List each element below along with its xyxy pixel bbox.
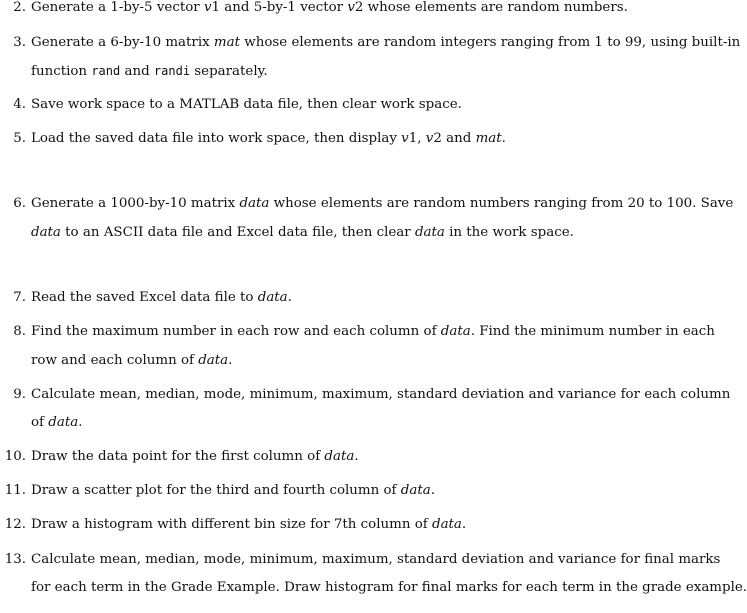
item-line [31, 91, 462, 119]
math-variable: data [432, 517, 462, 532]
item-line [31, 574, 747, 602]
item-line [31, 318, 715, 346]
text-run: . [501, 131, 506, 146]
math-variable: data [400, 483, 431, 498]
text-run: in the work space. [444, 225, 574, 240]
text-run: 2 whose elements are random numbers. [354, 0, 628, 15]
math-variable: v [401, 131, 409, 146]
item-line [31, 409, 82, 437]
text-run: whose elements are random integers ranging from 1 to 99, using built-in [239, 35, 741, 50]
item-line [31, 477, 435, 505]
text-run: . [78, 415, 83, 430]
text-run: 2 and [433, 131, 476, 146]
text-run: Generate a 1000-by-10 matrix [31, 196, 240, 211]
item-number: 6. [13, 196, 26, 211]
math-variable: data [257, 290, 288, 305]
item-number: 2. [13, 0, 26, 15]
item-line [31, 511, 466, 539]
item-line [31, 443, 359, 471]
code-function-name: rand [91, 64, 121, 78]
item-number: 5. [13, 131, 26, 146]
math-variable: data [48, 415, 79, 430]
math-variable: v [347, 0, 355, 15]
text-run: Draw a scatter plot for the third and fourth column of [31, 483, 401, 498]
math-variable: data [31, 225, 61, 240]
item-number: 9. [13, 387, 26, 402]
text-run: to an ASCII data file and Excel data file, then clear [60, 225, 415, 240]
text-run: Calculate mean, median, mode, minimum, maximum, standard deviation and variance for final marks [31, 552, 721, 567]
text-run: Calculate mean, median, mode, minimum, maximum, standard deviation and variance for each column [31, 387, 731, 402]
item-number: 10. [4, 449, 26, 464]
math-variable: data [440, 324, 471, 339]
item-number: 7. [13, 290, 26, 305]
text-run: Read the saved Excel data file to [31, 290, 258, 305]
math-variable: data [414, 225, 445, 240]
item-line [31, 284, 292, 312]
item-line [31, 29, 740, 57]
item-number: 8. [13, 324, 26, 339]
item-line [31, 57, 268, 86]
item-number: 11. [4, 483, 26, 498]
math-variable: v [425, 131, 434, 146]
math-variable: v [203, 0, 212, 15]
math-variable: mat [213, 35, 240, 50]
text-run: . [287, 290, 292, 305]
text-run: row and each column of [31, 353, 199, 368]
text-run: . [430, 483, 435, 498]
item-number: 12. [4, 517, 26, 532]
math-variable: data [324, 449, 355, 464]
item-number: 4. [13, 97, 26, 112]
item-number: 13. [4, 552, 26, 567]
text-run: for each term in the Grade Example. Draw histogram for final marks for each term in the grade example. [31, 580, 747, 595]
item-line [31, 546, 720, 574]
item-line [31, 190, 733, 218]
text-run: of [31, 415, 49, 430]
item-number: 3. [13, 35, 26, 50]
item-line [31, 0, 628, 22]
text-run: Draw the data point for the first column of [31, 449, 325, 464]
math-variable: data [239, 196, 270, 211]
code-function-name: randi [153, 64, 191, 78]
text-run: Generate a 1-by-5 vector [31, 0, 204, 15]
text-run: 1 and 5-by-1 vector [211, 0, 348, 15]
text-run: Generate a 6-by-10 matrix [31, 35, 214, 50]
text-run: . [228, 353, 233, 368]
item-line [31, 125, 506, 153]
item-line [31, 381, 730, 409]
text-run: . Find the minimum number in each [470, 324, 715, 339]
text-run: separately. [190, 64, 268, 79]
math-variable: mat [475, 131, 502, 146]
text-run: and [120, 64, 154, 79]
text-run: Load the saved data file into work space, then display [31, 131, 402, 146]
math-variable: data [198, 353, 229, 368]
item-line [31, 219, 574, 247]
text-run: 1, [408, 131, 426, 146]
text-run: Find the maximum number in each row and each column of [31, 324, 441, 339]
text-run: function [31, 64, 92, 79]
text-run: Save work space to a MATLAB data file, then clear work space. [31, 97, 462, 112]
item-line [31, 347, 232, 375]
text-run: . [461, 517, 467, 532]
text-run: whose elements are random numbers ranging from 20 to 100. Save [269, 196, 734, 211]
text-run: . [354, 449, 359, 464]
text-run: Draw a histogram with different bin size for 7th column of [31, 517, 432, 532]
